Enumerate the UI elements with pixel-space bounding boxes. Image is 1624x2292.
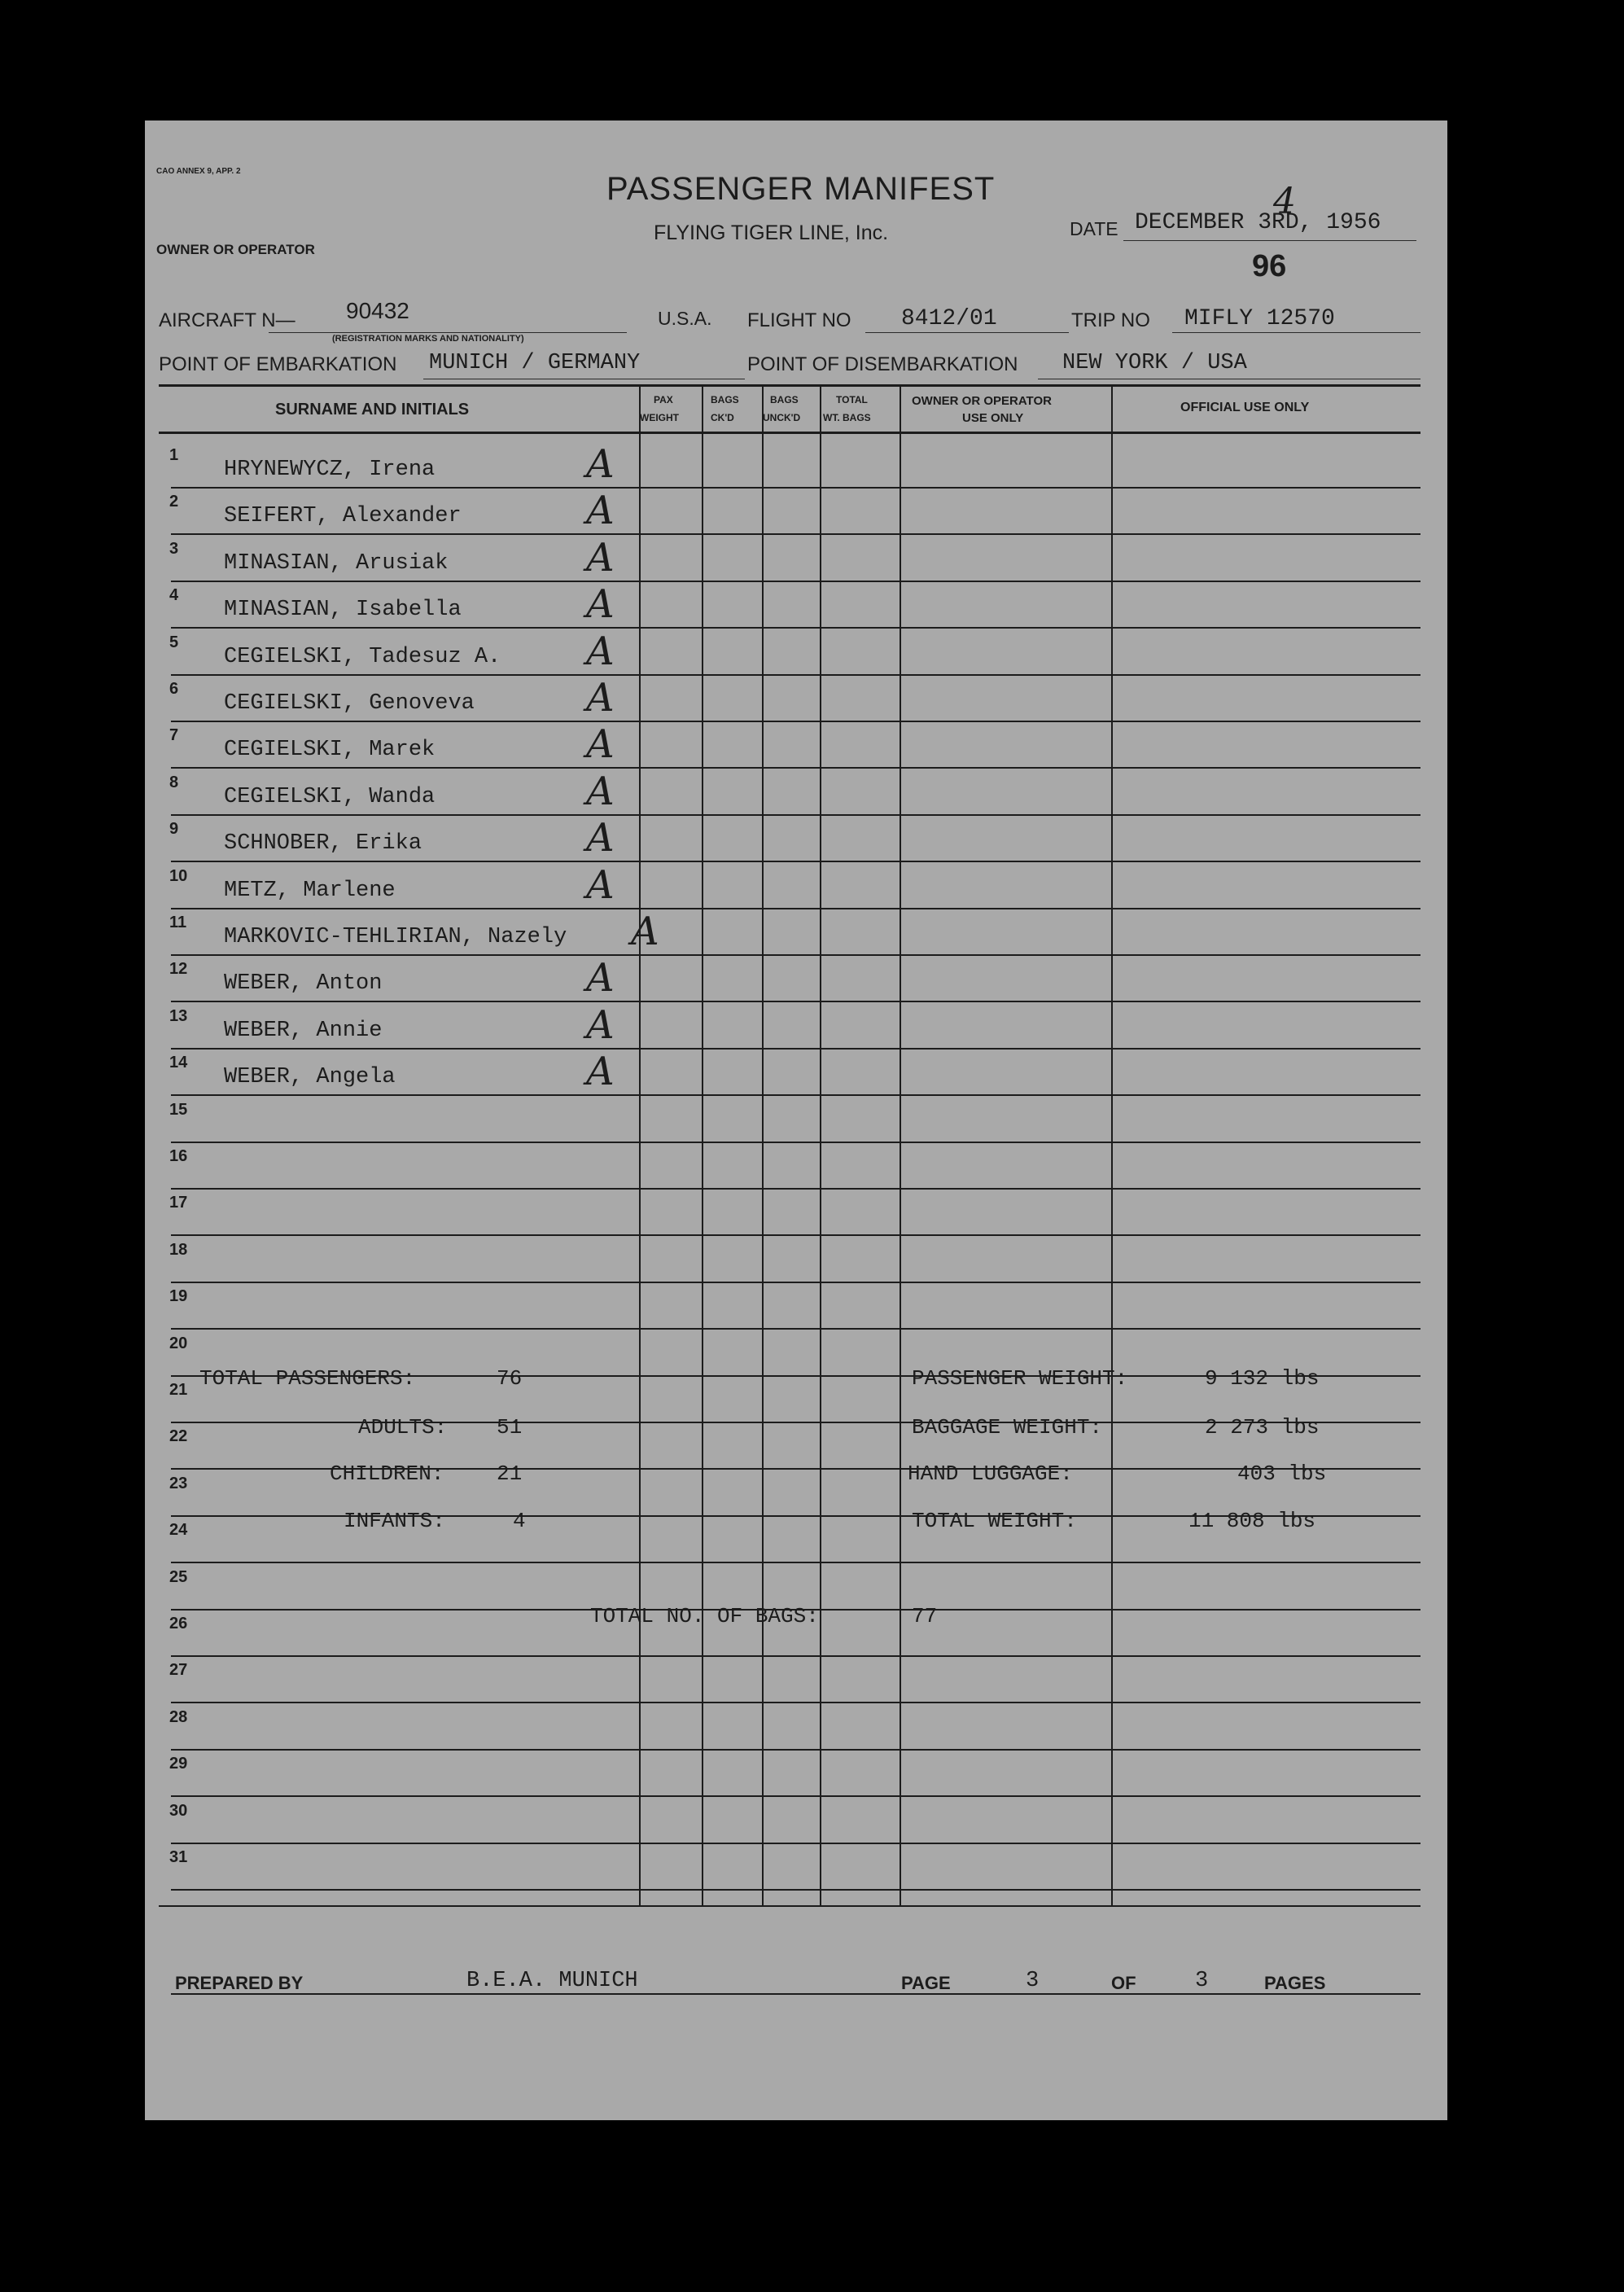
adult-mark: A (586, 629, 615, 674)
disembarkation-value: NEW YORK / USA (1062, 351, 1247, 375)
owner-operator-label: OWNER OR OPERATOR (156, 242, 315, 257)
row-number: 11 (169, 914, 187, 931)
column-header-owner-1: OWNER OR OPERATOR (912, 394, 1052, 408)
baggage-weight-value: 2 273 lbs (1205, 1415, 1320, 1440)
row-number: 31 (169, 1848, 188, 1866)
total-passengers-label: TOTAL PASSENGERS: (199, 1366, 416, 1391)
header-bottom-rule (159, 432, 1420, 434)
infants-label: INFANTS: (344, 1509, 445, 1533)
hand-luggage-label: HAND LUGGAGE: (908, 1462, 1073, 1486)
column-divider-total-wt (820, 384, 821, 1905)
column-header-pax-weight-2: WEIGHT (640, 412, 679, 423)
total-weight-label: TOTAL WEIGHT: (912, 1509, 1077, 1533)
row-number: 29 (169, 1755, 188, 1773)
row-number: 23 (169, 1475, 188, 1492)
hand-luggage-value: 403 lbs (1237, 1462, 1327, 1486)
table-top-rule (159, 384, 1420, 387)
column-header-bags-unckd-1: BAGS (770, 394, 799, 405)
column-divider-owner (900, 384, 901, 1905)
row-number: 27 (169, 1661, 188, 1679)
column-header-total-wt-2: WT. BAGS (823, 412, 871, 423)
row-rule (171, 1328, 1420, 1330)
row-number: 26 (169, 1615, 188, 1632)
total-weight-value: 11 808 lbs (1188, 1509, 1316, 1533)
row-rule (171, 954, 1420, 956)
embarkation-value: MUNICH / GERMANY (429, 351, 641, 375)
row-number: 9 (169, 820, 179, 838)
column-divider-bags-unckd (762, 384, 764, 1905)
adult-mark: A (586, 441, 615, 487)
passenger-name: WEBER, Angela (224, 1065, 396, 1089)
passenger-name: MINASIAN, Isabella (224, 598, 462, 622)
page-number: 3 (1026, 1969, 1040, 1993)
adult-mark: A (586, 955, 615, 1001)
stamp-number: 96 (1252, 249, 1287, 283)
passenger-name: HRYNEWYCZ, Irena (224, 458, 436, 482)
passenger-name: WEBER, Anton (224, 971, 383, 996)
column-divider-official (1111, 384, 1113, 1905)
row-number: 3 (169, 540, 179, 558)
passenger-name: MARKOVIC-TEHLIRIAN, Nazely (224, 925, 567, 949)
column-header-bags-ckd-1: BAGS (711, 394, 739, 405)
adult-mark: A (586, 815, 615, 861)
row-rule (171, 533, 1420, 535)
adult-mark: A (586, 721, 615, 767)
row-number: 10 (169, 867, 188, 885)
aircraft-label: AIRCRAFT N— (159, 309, 295, 331)
row-rule (171, 1001, 1420, 1002)
adult-mark: A (586, 675, 615, 721)
annex-label: CAO ANNEX 9, APP. 2 (156, 167, 241, 176)
row-rule (171, 1843, 1420, 1844)
row-number: 14 (169, 1054, 188, 1071)
row-rule (171, 814, 1420, 816)
passenger-name: MINASIAN, Arusiak (224, 551, 449, 576)
adult-mark: A (586, 769, 615, 814)
row-rule (171, 1282, 1420, 1283)
total-bags-label: TOTAL NO. OF BAGS: (590, 1604, 819, 1628)
row-rule (171, 1048, 1420, 1050)
row-rule (171, 908, 1420, 909)
row-number: 4 (169, 586, 179, 604)
of-label: OF (1111, 1973, 1136, 1993)
row-number: 5 (169, 633, 179, 651)
passenger-weight-value: 9 132 lbs (1205, 1366, 1320, 1391)
row-rule (171, 1702, 1420, 1703)
footer-bottom-rule (171, 1993, 1420, 1995)
row-rule (171, 1188, 1420, 1190)
column-header-owner-2: USE ONLY (962, 411, 1024, 425)
column-divider-bags-ckd (702, 384, 703, 1905)
passenger-name: WEBER, Annie (224, 1019, 383, 1043)
adult-mark: A (586, 535, 615, 581)
adult-mark: A (586, 581, 615, 627)
row-rule (171, 1562, 1420, 1563)
flight-underline (865, 332, 1069, 333)
row-rule (171, 721, 1420, 722)
page-title: PASSENGER MANIFEST (606, 171, 996, 207)
row-rule (171, 1234, 1420, 1236)
total-passengers-value: 76 (497, 1366, 523, 1391)
prepared-by-value: B.E.A. MUNICH (466, 1969, 638, 1993)
total-bags-value: 77 (912, 1604, 938, 1628)
row-number: 8 (169, 773, 179, 791)
row-number: 1 (169, 446, 179, 464)
row-number: 21 (169, 1381, 188, 1399)
flight-number: 8412/01 (901, 306, 997, 331)
date-label: DATE (1070, 218, 1118, 239)
row-rule (171, 1749, 1420, 1751)
row-rule (171, 627, 1420, 629)
row-number: 18 (169, 1241, 188, 1259)
trip-label: TRIP NO (1071, 309, 1150, 331)
row-number: 20 (169, 1334, 188, 1352)
passenger-weight-label: PASSENGER WEIGHT: (912, 1366, 1128, 1391)
column-header-official: OFFICIAL USE ONLY (1180, 401, 1310, 414)
passenger-name: CEGIELSKI, Wanda (224, 785, 436, 809)
registration-note: (REGISTRATION MARKS AND NATIONALITY) (332, 334, 524, 344)
row-number: 28 (169, 1708, 188, 1726)
aircraft-underline (269, 332, 627, 333)
adult-mark: A (586, 862, 615, 908)
passenger-name: CEGIELSKI, Marek (224, 738, 436, 762)
trip-underline (1172, 332, 1420, 333)
country-label: U.S.A. (658, 308, 712, 329)
trip-number: MIFLY 12570 (1184, 306, 1335, 331)
row-number: 2 (169, 493, 179, 511)
adult-mark: A (586, 1049, 615, 1094)
prepared-by-label: PREPARED BY (175, 1973, 304, 1993)
children-label: CHILDREN: (330, 1462, 444, 1486)
row-number: 12 (169, 960, 188, 978)
column-divider-pax (639, 384, 641, 1905)
date-value: DECEMBER 3RD, 1956 (1135, 210, 1381, 235)
row-number: 24 (169, 1521, 188, 1539)
row-number: 22 (169, 1427, 188, 1445)
passenger-name: SCHNOBER, Erika (224, 831, 422, 856)
adults-label: ADULTS: (358, 1415, 448, 1440)
passenger-name: CEGIELSKI, Tadesuz A. (224, 645, 501, 669)
row-number: 19 (169, 1287, 188, 1305)
row-number: 13 (169, 1007, 188, 1025)
adult-mark: A (586, 488, 615, 533)
pages-label: PAGES (1264, 1973, 1326, 1993)
disembarkation-label: POINT OF DISEMBARKATION (747, 353, 1018, 375)
row-rule (171, 581, 1420, 582)
row-rule (171, 1889, 1420, 1891)
column-header-total-wt-1: TOTAL (836, 394, 868, 405)
row-number: 7 (169, 726, 179, 744)
row-rule (171, 1655, 1420, 1657)
date-underline (1123, 240, 1416, 241)
embarkation-label: POINT OF EMBARKATION (159, 353, 397, 375)
page-label: PAGE (901, 1973, 951, 1993)
passenger-name: METZ, Marlene (224, 879, 396, 903)
flight-label: FLIGHT NO (747, 309, 851, 331)
infants-value: 4 (513, 1509, 526, 1533)
passenger-name: CEGIELSKI, Genoveva (224, 691, 475, 716)
adult-mark: A (586, 1002, 615, 1048)
row-rule (171, 767, 1420, 769)
airline-name: FLYING TIGER LINE, Inc. (654, 221, 889, 244)
row-number: 30 (169, 1802, 188, 1820)
row-number: 6 (169, 680, 179, 698)
row-rule (171, 1142, 1420, 1143)
adult-mark: A (631, 909, 659, 954)
footer-top-rule (159, 1905, 1420, 1907)
column-header-bags-ckd-2: CK'D (711, 412, 734, 423)
row-rule (171, 1094, 1420, 1096)
adults-value: 51 (497, 1415, 523, 1440)
total-pages: 3 (1195, 1969, 1209, 1993)
column-header-pax-weight-1: PAX (654, 394, 673, 405)
date-correction: 4 (1273, 181, 1296, 222)
row-rule (171, 861, 1420, 862)
column-header-surname: SURNAME AND INITIALS (275, 401, 470, 419)
row-number: 17 (169, 1194, 188, 1212)
passenger-name: SEIFERT, Alexander (224, 504, 462, 528)
row-number: 25 (169, 1568, 188, 1586)
row-rule (171, 487, 1420, 489)
row-rule (171, 1795, 1420, 1797)
row-number: 16 (169, 1147, 188, 1165)
row-number: 15 (169, 1101, 188, 1119)
aircraft-number: 90432 (346, 298, 409, 323)
children-value: 21 (497, 1462, 523, 1486)
column-header-bags-unckd-2: UNCK'D (763, 412, 801, 423)
baggage-weight-label: BAGGAGE WEIGHT: (912, 1415, 1103, 1440)
row-rule (171, 674, 1420, 676)
